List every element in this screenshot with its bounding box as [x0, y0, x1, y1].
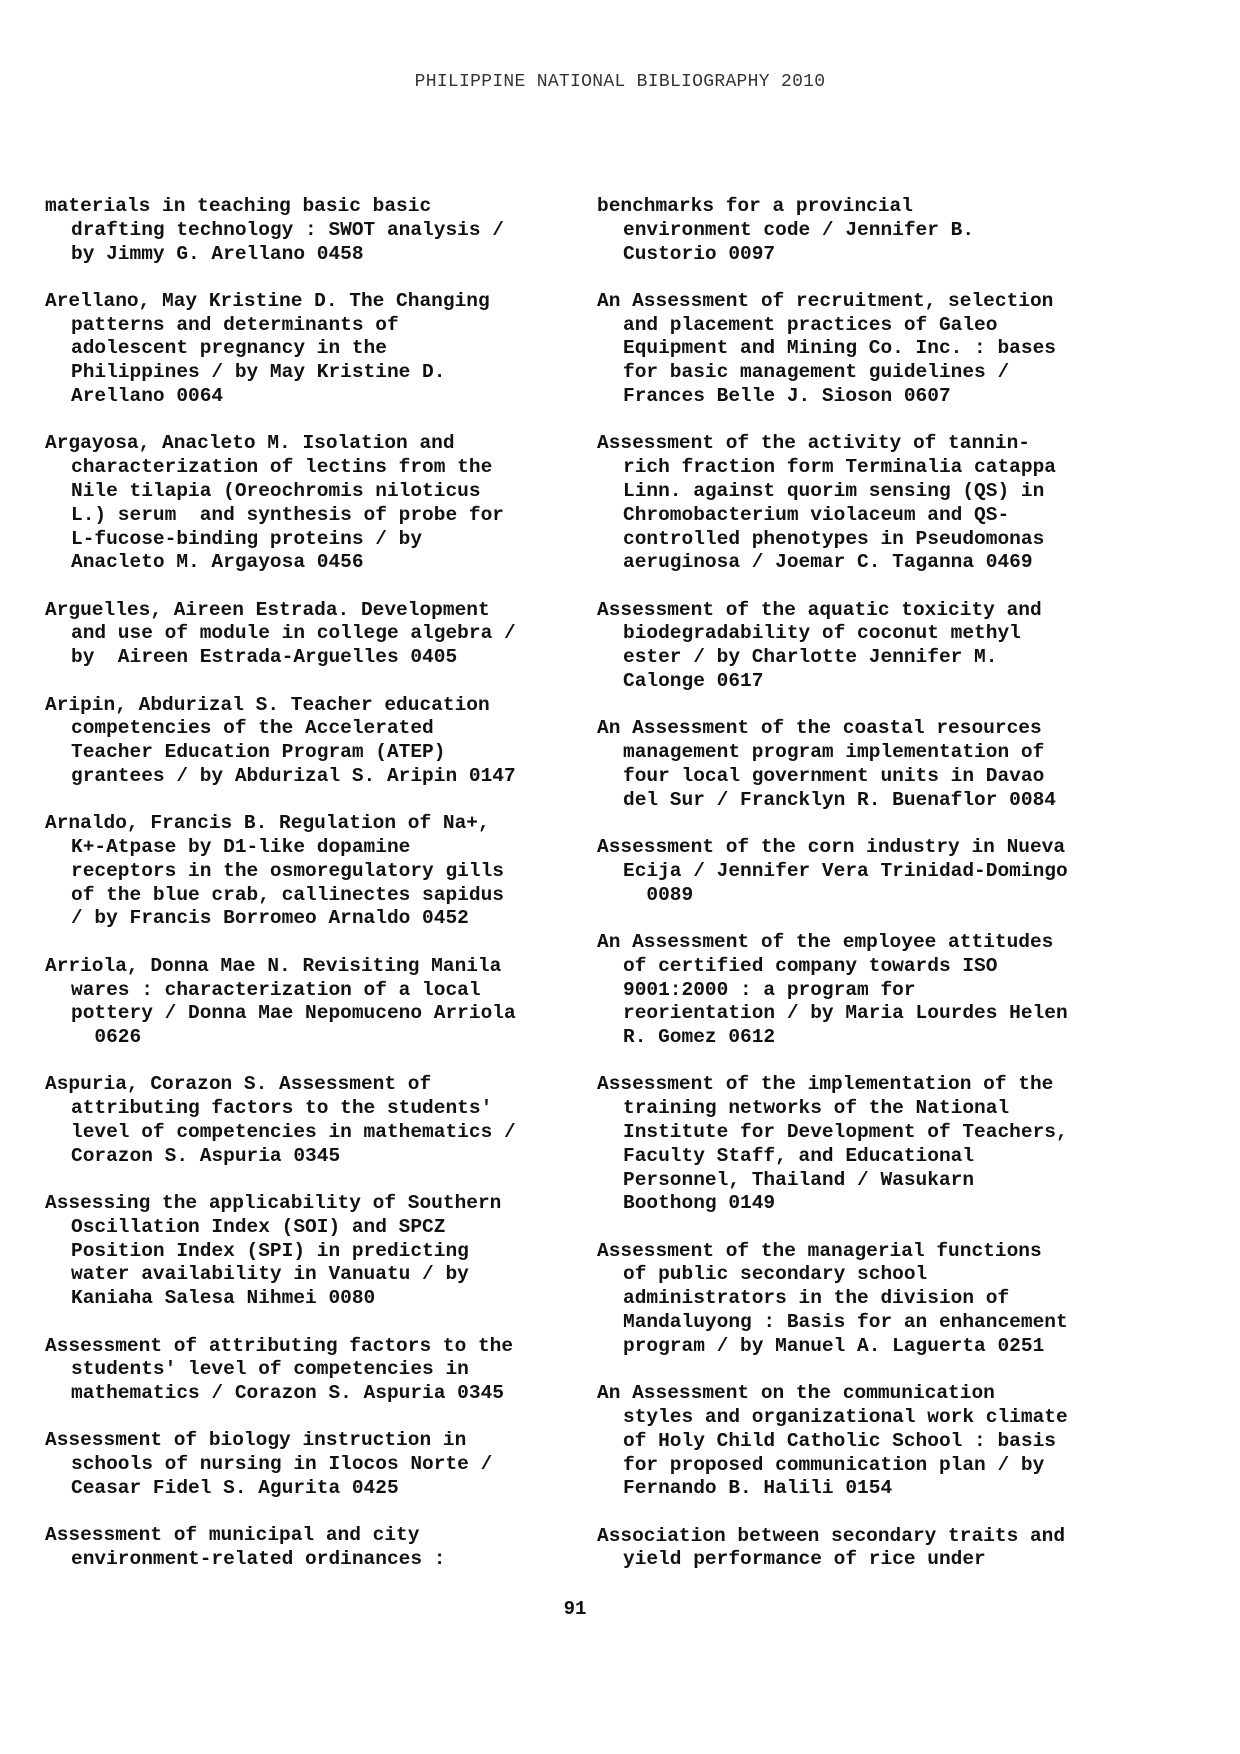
entry-line: by Aireen Estrada-Arguelles 0405	[71, 646, 458, 669]
entry-line: Arriola, Donna Mae N. Revisiting Manila	[45, 954, 502, 977]
entry-line: Institute for Development of Teachers,	[623, 1121, 1068, 1143]
bibliography-entry	[45, 1073, 575, 1168]
entry-gap	[45, 575, 575, 599]
entry-line: materials in teaching basic basic	[45, 195, 432, 217]
entry-line: schools of nursing in Ilocos Norte /	[71, 1453, 493, 1476]
entry-gap	[597, 1050, 1127, 1074]
entry-gap	[45, 1501, 575, 1525]
entry-gap	[45, 931, 575, 955]
entry-line: Faculty Staff, and Educational	[623, 1144, 975, 1167]
entry-line: R. Gomez 0612	[623, 1026, 776, 1049]
right-column	[597, 195, 1127, 1572]
entry-gap	[45, 409, 575, 433]
entry-gap	[45, 670, 575, 694]
bibliography-entry	[45, 195, 575, 266]
bibliography-entry	[45, 432, 575, 575]
entry-line: controlled phenotypes in Pseudomonas	[623, 527, 1045, 550]
bibliography-entry	[597, 836, 1127, 907]
entry-line: Aspuria, Corazon S. Assessment of	[45, 1073, 432, 1096]
entry-line: Ecija / Jennifer Vera Trinidad-Domingo	[623, 859, 1068, 882]
entry-line: Linn. against quorim sensing (QS) in	[623, 479, 1045, 502]
entry-line: Assessment of the implementation of the	[597, 1073, 1054, 1096]
entry-line: for proposed communication plan / by	[623, 1453, 1045, 1476]
entry-line: management program implementation of	[623, 741, 1045, 764]
bibliography-entry	[45, 812, 575, 931]
entry-gap	[45, 1406, 575, 1430]
entry-gap	[597, 813, 1127, 837]
entry-gap	[597, 694, 1127, 718]
entry-line: An Assessment of the coastal resources	[597, 717, 1042, 740]
entry-line: Ceasar Fidel S. Agurita 0425	[71, 1477, 399, 1500]
entry-line: An Assessment of recruitment, selection	[597, 289, 1054, 312]
entry-line: level of competencies in mathematics /	[71, 1121, 516, 1143]
entry-line: for basic management guidelines /	[623, 361, 1010, 384]
bibliography-entry	[597, 1240, 1127, 1359]
entry-line: environment code / Jennifer B.	[623, 218, 975, 241]
entry-line: Assessment of the activity of tannin-	[597, 432, 1030, 455]
entry-line: 9001:2000 : a program for	[623, 978, 916, 1001]
entry-line: biodegradability of coconut methyl	[623, 622, 1021, 645]
entry-line: Mandaluyong : Basis for an enhancement	[623, 1311, 1068, 1334]
entry-line: and placement practices of Galeo	[623, 313, 998, 336]
entry-gap	[45, 1311, 575, 1335]
entry-line: Position Index (SPI) in predicting	[71, 1239, 469, 1262]
entry-line: L.) serum and synthesis of probe for	[71, 503, 504, 526]
entry-line: of Holy Child Catholic School : basis	[623, 1429, 1056, 1452]
entry-line: Fernando B. Halili 0154	[623, 1477, 893, 1500]
entry-line: Aripin, Abdurizal S. Teacher education	[45, 693, 490, 716]
entry-line: Kaniaha Salesa Nihmei 0080	[71, 1287, 376, 1310]
entry-line: K+-Atpase by D1-like dopamine	[71, 836, 411, 859]
bibliography-entry	[597, 599, 1127, 694]
entry-gap	[597, 907, 1127, 931]
entry-line: aeruginosa / Joemar C. Taganna 0469	[623, 551, 1033, 574]
bibliography-entry	[597, 931, 1127, 1050]
entry-line: training networks of the National	[623, 1097, 1010, 1120]
entry-gap	[45, 789, 575, 813]
entry-line: Arellano, May Kristine D. The Changing	[45, 289, 490, 312]
running-header: PHILIPPINE NATIONAL BIBLIOGRAPHY 2010	[414, 72, 826, 92]
entry-line: Assessment of biology instruction in	[45, 1429, 467, 1452]
bibliography-entry	[597, 717, 1127, 812]
entry-line: benchmarks for a provincial	[597, 195, 913, 217]
bibliography-entry	[45, 1524, 575, 1572]
entry-line: Assessment of the aquatic toxicity and	[597, 598, 1042, 621]
entry-line: Boothong 0149	[623, 1192, 776, 1215]
bibliography-entry	[597, 1382, 1127, 1501]
entry-line: Oscillation Index (SOI) and SPCZ	[71, 1215, 446, 1238]
entry-line: of public secondary school	[623, 1263, 928, 1286]
entry-line: ester / by Charlotte Jennifer M.	[623, 646, 998, 669]
entry-line: four local government units in Davao	[623, 764, 1045, 787]
entry-line: Association between secondary traits and	[597, 1524, 1066, 1547]
entry-line: 0089	[623, 883, 694, 906]
bibliography-entry	[45, 1192, 575, 1311]
entry-line: Anacleto M. Argayosa 0456	[71, 551, 364, 574]
entry-line: Frances Belle J. Sioson 0607	[623, 385, 951, 408]
entry-gap	[597, 1216, 1127, 1240]
bibliography-entry	[45, 1335, 575, 1406]
entry-gap	[45, 1050, 575, 1074]
entry-line: students' level of competencies in	[71, 1358, 469, 1381]
entry-line: yield performance of rice under	[623, 1548, 986, 1571]
entry-line: Custorio 0097	[623, 242, 776, 265]
left-column	[45, 195, 575, 1572]
entry-line: An Assessment of the employee attitudes	[597, 930, 1054, 953]
entry-line: del Sur / Francklyn R. Buenaflor 0084	[623, 788, 1056, 811]
entry-line: mathematics / Corazon S. Aspuria 0345	[71, 1382, 504, 1405]
entry-line: characterization of lectins from the	[71, 456, 493, 479]
entry-line: administrators in the division of	[623, 1287, 1010, 1310]
entry-line: by Jimmy G. Arellano 0458	[71, 242, 364, 265]
bibliography-entry	[597, 290, 1127, 409]
entry-gap	[597, 1501, 1127, 1525]
entry-line: environment-related ordinances :	[71, 1548, 446, 1571]
entry-line: L-fucose-binding proteins / by	[71, 527, 423, 550]
entry-line: of the blue crab, callinectes sapidus	[71, 883, 504, 906]
entry-line: wares : characterization of a local	[71, 978, 481, 1001]
entry-line: reorientation / by Maria Lourdes Helen	[623, 1002, 1068, 1025]
entry-line: rich fraction form Terminalia catappa	[623, 456, 1056, 479]
entry-line: Nile tilapia (Oreochromis niloticus	[71, 479, 481, 502]
entry-line: Assessment of municipal and city	[45, 1524, 420, 1547]
bibliography-entry	[597, 1073, 1127, 1216]
entry-line: Assessment of attributing factors to the	[45, 1334, 514, 1357]
entry-line: of certified company towards ISO	[623, 954, 998, 977]
entry-line: styles and organizational work climate	[623, 1405, 1068, 1428]
entry-line: Argayosa, Anacleto M. Isolation and	[45, 432, 455, 455]
bibliography-entry	[45, 955, 575, 1050]
entry-gap	[597, 575, 1127, 599]
entry-line: Assessment of the corn industry in Nueva	[597, 836, 1066, 859]
entry-line: Arnaldo, Francis B. Regulation of Na+,	[45, 812, 490, 835]
entry-line: receptors in the osmoregulatory gills	[71, 859, 504, 882]
entry-gap	[45, 266, 575, 290]
entry-line: Equipment and Mining Co. Inc. : bases	[623, 337, 1056, 360]
entry-line: competencies of the Accelerated	[71, 717, 434, 740]
bibliography-entry	[45, 694, 575, 789]
entry-line: Calonge 0617	[623, 670, 764, 693]
entry-gap	[597, 266, 1127, 290]
bibliography-entry	[45, 599, 575, 670]
entry-line: 0626	[71, 1026, 142, 1049]
entry-line: drafting technology : SWOT analysis /	[71, 218, 504, 241]
entry-line: Personnel, Thailand / Wasukarn	[623, 1168, 975, 1191]
entry-line: An Assessment on the communication	[597, 1382, 995, 1405]
entry-line: Teacher Education Program (ATEP)	[71, 741, 446, 764]
entry-gap	[597, 1359, 1127, 1383]
bibliography-entry	[45, 290, 575, 409]
entry-line: program / by Manuel A. Laguerta 0251	[623, 1334, 1045, 1357]
entry-line: water availability in Vanuatu / by	[71, 1263, 469, 1286]
entry-line: Arellano 0064	[71, 385, 224, 408]
entry-line: grantees / by Abdurizal S. Aripin 0147	[71, 764, 516, 787]
entry-line: patterns and determinants of	[71, 313, 399, 336]
entry-line: Arguelles, Aireen Estrada. Development	[45, 598, 490, 621]
entry-line: Chromobacterium violaceum and QS-	[623, 503, 1010, 526]
entry-line: Philippines / by May Kristine D.	[71, 361, 446, 384]
entry-line: Assessment of the managerial functions	[597, 1239, 1042, 1262]
entry-line: attributing factors to the students'	[71, 1097, 493, 1120]
page-number: 91	[563, 1598, 587, 1620]
entry-line: adolescent pregnancy in the	[71, 337, 387, 360]
bibliography-entry	[45, 1429, 575, 1500]
bibliography-entry	[597, 195, 1127, 266]
bibliography-entry	[597, 1525, 1127, 1573]
entry-line: pottery / Donna Mae Nepomuceno Arriola	[71, 1002, 516, 1025]
entry-gap	[45, 1169, 575, 1193]
entry-line: Corazon S. Aspuria 0345	[71, 1144, 341, 1167]
entry-gap	[597, 409, 1127, 433]
bibliography-entry	[597, 432, 1127, 575]
entry-line: / by Francis Borromeo Arnaldo 0452	[71, 907, 469, 930]
entry-line: Assessing the applicability of Southern	[45, 1192, 502, 1215]
entry-line: and use of module in college algebra /	[71, 622, 516, 645]
